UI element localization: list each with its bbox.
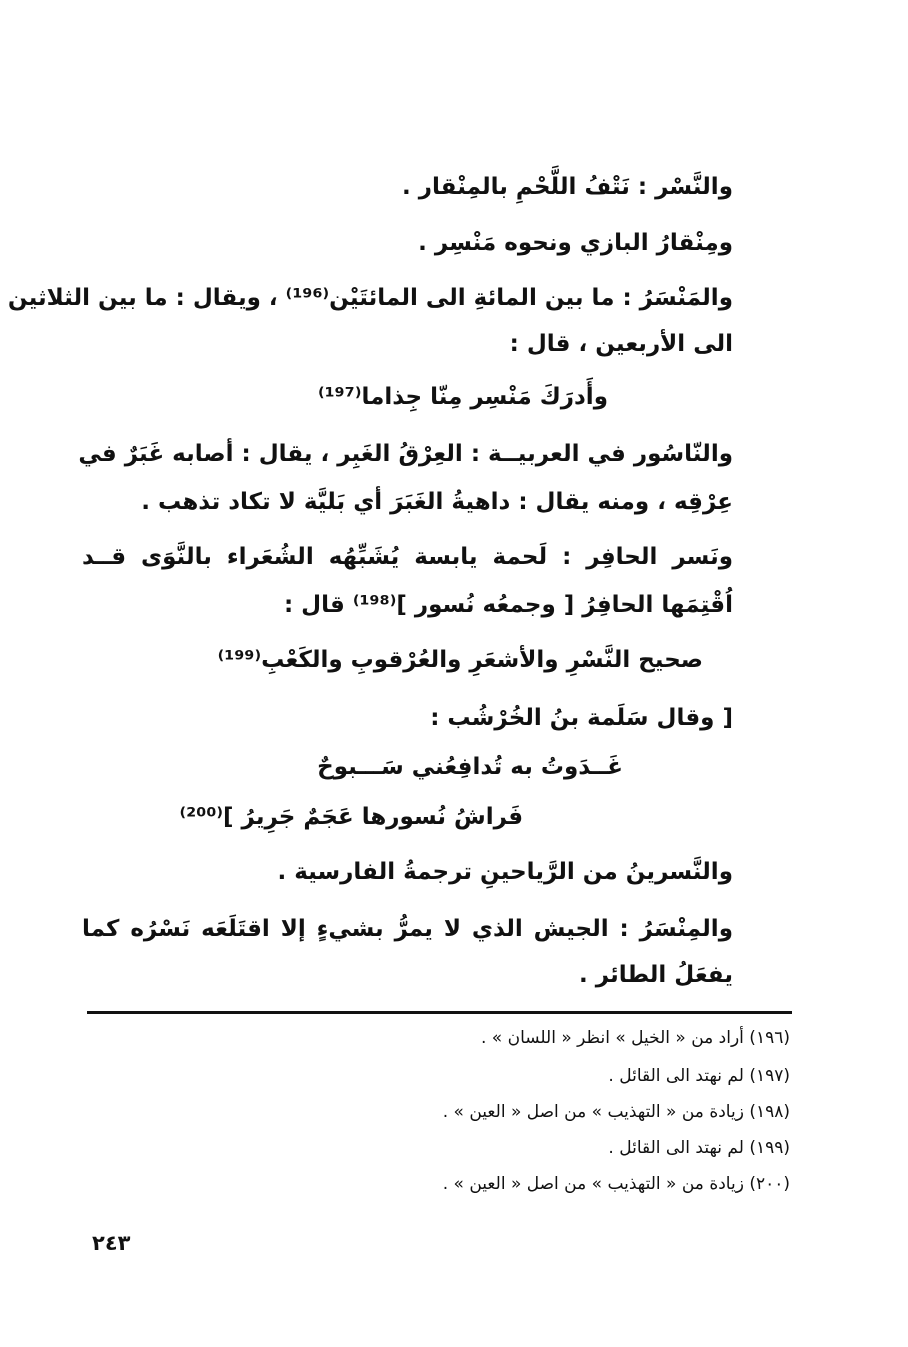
footnote-199: (١٩٩) لم نهتد الى القائل . [608,1138,790,1158]
footnote-196: (١٩٦) أراد من « الخيل » انظر « اللسان » . [480,1028,790,1048]
body-line-9: [ وقال سَلَمة بنُ الخُرْشُب : [430,705,733,731]
page-number: ٢٤٣ [92,1231,131,1255]
body-line-4: الى الأربعين ، قال : [509,331,733,357]
verse-line-2: صحيح النَّسْرِ والأشعَرِ والعُرْقوبِ والكَعْبِ⁽¹⁹⁹⁾ [217,647,703,673]
body-line-8: اُقْتِمَها الحافِرُ [ وجمعُه نُسور ]⁽¹⁹⁸⁾ قال : [283,592,733,618]
verse-line-3: غَــدَوتُ به تُدافِعُني سَـــبوحٌ [317,754,623,780]
verse-line-4: فَراشُ نُسورها عَجَمٌ جَرِيرُ ]⁽²⁰⁰⁾ [179,804,523,830]
verse-line-1: وأَدرَكَ مَنْسِر مِنّا جِذاما⁽¹⁹⁷⁾ [317,384,608,410]
body-line-1: والنَّسْر : نَتْفُ اللَّحْمِ بالمِنْقار . [402,174,733,200]
body-line-12: يفعَلُ الطائر . [579,962,733,988]
footnote-200: (٢٠٠) زيادة من « التهذيب » من اصل « العين » . [442,1174,790,1194]
footnote-197: (١٩٧) لم نهتد الى القائل . [608,1066,790,1086]
body-line-5: والنّاسُور في العربيــة : العِرْقُ الغَبِر ، يقال : أصابه غَبَرٌ في [78,441,733,467]
body-line-7: ونَسر الحافِر : لَحمة يابسة يُشَبِّهُه الشُعَراء بالنَّوَى قــد [82,544,733,570]
body-line-11: والمِنْسَرُ : الجيش الذي لا يمرُّ بشيءٍ إلا اقتَلَعَه نَسْرُه كما [82,916,733,942]
footnote-198: (١٩٨) زيادة من « التهذيب » من اصل « العين » . [442,1102,790,1122]
body-line-6: عِرْقِه ، ومنه يقال : داهيةُ الغَبَرَ أي بَليَّة لا تكاد تذهب . [141,489,733,515]
body-line-3: والمَنْسَرُ : ما بين المائةِ الى المائتَيْن⁽¹⁹⁶⁾ ، ويقال : ما بين الثلاثين [7,285,733,311]
body-line-2: ومِنْقارُ البازي ونحوه مَنْسِر . [418,230,733,256]
footnote-divider [87,1011,792,1014]
body-line-10: والنَّسرينُ من الرَّياحينِ ترجمةُ الفارسية . [277,859,733,885]
